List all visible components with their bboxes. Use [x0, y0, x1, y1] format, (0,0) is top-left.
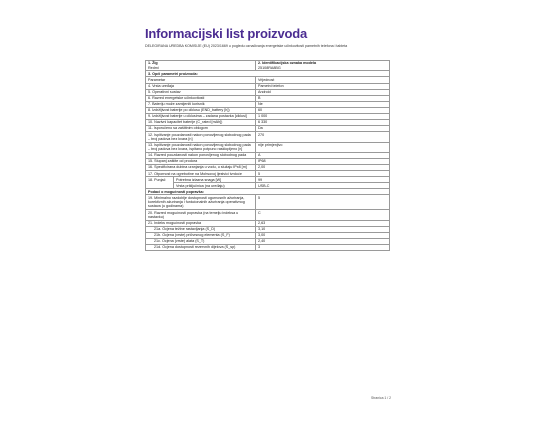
table-row	[145, 238, 390, 244]
parameter-label: 19. Minimalno razdoblje dostupnosti ogurnosnih ažuriranja, korektivnih ažuriranja i funkcionalnih ažuriranja operativnog sustava (u godinama)	[146, 195, 256, 209]
parameter-label: 9. Izdržljivost baterije u ciklusima – zadana postavka [ciklusi]	[146, 114, 256, 119]
charger-label: 18. Punjač	[146, 177, 174, 188]
parameter-value: nije primjenjivo	[258, 142, 283, 147]
parameter-value: 5	[258, 171, 261, 176]
section-repair-heading: Podaci o mogućnosti popravka:	[148, 189, 204, 194]
table-row	[145, 95, 390, 101]
parameter-value: Pametni telefon	[258, 83, 284, 88]
parameter-value: IP68	[258, 159, 266, 164]
brand-cell	[146, 61, 256, 70]
model-cell	[256, 61, 389, 70]
product-information-sheet	[140, 22, 395, 404]
parameter-label: 21c. Ocjena (vrste) alata (S_T)	[146, 239, 256, 244]
parameter-label: 21a. Ocjena težine rastavljanja (S_D)	[146, 227, 256, 232]
parameter-value: Ne	[258, 102, 263, 107]
parameter-label: 8. Izdržljivost baterije po ciklusu (END_battery [h])	[146, 108, 256, 113]
parameter-value: 2,00	[258, 165, 266, 170]
section-repair-row	[145, 188, 390, 194]
parameter-label: 16. Specificirana dubina uranjanja u vodu, u služaju IPx8 [m]	[146, 165, 256, 170]
table-row	[145, 142, 390, 152]
table-row	[145, 164, 390, 170]
table-row	[145, 83, 390, 89]
brand-value: Redmi	[148, 65, 159, 70]
parameter-label: 21. Indeks mogućnosti popravka	[146, 221, 256, 226]
parameter-label: 5. Operativni sustav	[146, 90, 256, 95]
charger-power-label: Potrebna izlazna snaga [W]	[174, 177, 256, 182]
parameter-value: 2,40	[258, 239, 266, 244]
table-row	[145, 158, 390, 164]
parameter-value: 5	[258, 195, 261, 200]
regulation-intro: DELEGIRANA UREDBA KOMISIJE (EU) 2023/1669 u pogledu označivanja energetske učinkovitosti pametnih telefona i tableta	[145, 44, 348, 48]
parameter-value: 60	[258, 108, 263, 113]
parameter-label: 14. Razred pouzdanosti nakon ponovljenog slobodnog pada	[146, 153, 256, 158]
product-table	[145, 60, 390, 251]
parameter-label: 21b. Ocjena (vrste) pričvrsnog elementa (S_F)	[146, 233, 256, 238]
table-row	[145, 89, 390, 95]
table-row	[145, 226, 390, 232]
table-row	[145, 131, 390, 141]
charger-connector-line	[174, 182, 389, 188]
section-general-row	[145, 70, 390, 76]
parameter-value: C	[258, 210, 261, 215]
parameter-label: 20. Razred mogućnosti popravka (na temelju indeksa u nastavku)	[146, 210, 256, 219]
model-value: 25108RA8BG	[258, 65, 281, 70]
parameter-value: 270	[258, 132, 265, 137]
table-row	[145, 220, 390, 226]
parameter-value: Android	[258, 90, 271, 94]
charger-power-value: 99	[258, 177, 263, 182]
brand-label: 1. Žig	[148, 61, 158, 66]
charger-connector-label: Vrsta priključnica (na uređaju)	[174, 183, 256, 188]
parameter-value: 2,63	[258, 220, 266, 225]
table-row	[145, 76, 390, 82]
parameter-label: 21d. Ocjena dostupnosti rezervnih dijelova (S_sp)	[146, 245, 256, 250]
page-number: Stranica 1 / 2	[371, 396, 391, 400]
parameter-label: 12. Ispitivanje pouzdanosti nakon ponovljenog slobodnog pada – broj padova bez kvara [n]	[146, 132, 256, 141]
parameter-label: 13. Ispitivanje pouzdanosti nakon ponovljenog slobodnog pada – broj padova bez kvara, ispitano potpuno rasklopljeno [n]	[146, 143, 256, 152]
parameter-value: B	[258, 96, 261, 101]
page-title: Informacijski list proizvoda	[145, 26, 307, 41]
parameter-label: 4. Vrsta uređaja	[146, 84, 256, 89]
section-general-heading: 3. Opći parametri proizvoda:	[148, 71, 198, 76]
parameter-value: A	[258, 153, 261, 158]
parameter-value: 6 330	[258, 120, 268, 125]
table-row	[145, 194, 390, 209]
parameter-label: 15. Stupanj zaštite od prodora	[146, 159, 256, 164]
table-row	[145, 119, 390, 125]
charger-row	[145, 176, 390, 188]
parameter-label: 11. Isporučeno sa zaštitnim oblogom	[146, 126, 256, 131]
parameter-label: 6. Razred energetske učinkovitosti	[146, 96, 256, 101]
header-row	[145, 60, 390, 70]
parameter-value: 3,00	[258, 233, 266, 238]
parameter-label: 7. Bateriju može zamijeniti korisnik	[146, 102, 256, 107]
parameter-label: Parametar	[146, 77, 256, 82]
table-row	[145, 170, 390, 176]
parameter-value: Da	[258, 126, 263, 131]
table-row	[145, 209, 390, 219]
table-row	[145, 113, 390, 119]
parameter-value: 3	[258, 245, 261, 250]
parameter-label: 17. Otpornost na ogrebotine na Mohsovoj ljestvici tvrdoće	[146, 171, 256, 176]
table-row	[145, 107, 390, 113]
parameter-value: 3,10	[258, 226, 266, 231]
table-row	[145, 152, 390, 158]
model-label: 2. Identifikacijska oznaka modela	[258, 61, 316, 66]
table-row	[145, 232, 390, 238]
parameter-value: 1 000	[258, 114, 268, 119]
parameter-label: 10. Nazivni kapacitet baterije (C_rated [mAh])	[146, 120, 256, 125]
parameter-value: Vrijednost	[258, 77, 275, 82]
table-row	[145, 101, 390, 107]
table-row	[145, 244, 390, 251]
table-row	[145, 125, 390, 131]
charger-connector-value: USB-C	[258, 183, 270, 188]
